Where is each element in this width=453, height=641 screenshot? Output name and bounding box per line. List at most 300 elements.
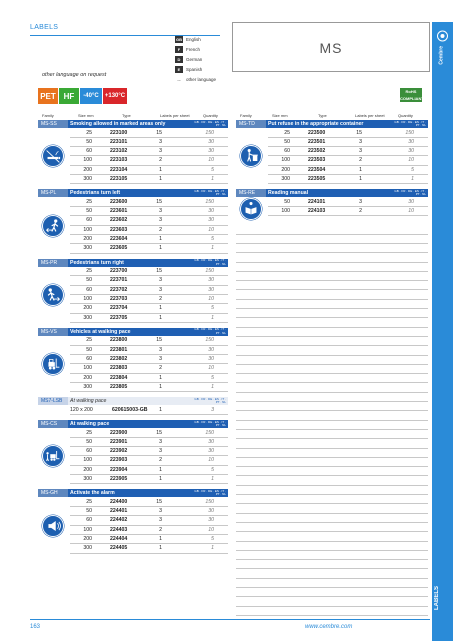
empty-row [236, 570, 428, 579]
table-row [70, 235, 228, 244]
empty-row [236, 300, 428, 309]
labels-cell: 1 [159, 305, 162, 312]
size-cell: 60 [86, 217, 92, 224]
size-cell: 60 [86, 148, 92, 155]
table-row [70, 129, 228, 138]
section-title: Activate the alarm [70, 490, 115, 497]
language-name: Spanish [186, 66, 203, 72]
pedestrian-turn-right-icon [42, 284, 64, 306]
quantity-cell: 5 [211, 536, 214, 542]
size-cell: 60 [86, 448, 92, 455]
quantity-cell: 1 [211, 245, 214, 252]
type-cell: 223500 [308, 129, 326, 136]
empty-row [236, 486, 428, 495]
type-cell: 223100 [110, 129, 128, 136]
empty-row [236, 542, 428, 551]
table-row [70, 156, 228, 165]
labels-cell: 2 [359, 208, 362, 215]
material-badges [38, 88, 127, 104]
quantity-cell: 30 [208, 346, 214, 353]
language-row [175, 64, 216, 74]
type-cell: 224405 [110, 545, 128, 552]
quantity-cell: 30 [208, 148, 214, 155]
language-name: French [186, 46, 201, 52]
table-row [70, 147, 228, 156]
empty-row [236, 263, 428, 272]
type-cell: 620615003-GB [112, 406, 148, 413]
type-cell: 223502 [308, 148, 326, 155]
language-code-note: GB · FR · DE · ES · IT · PT · NL [194, 327, 226, 335]
empty-row [236, 532, 428, 541]
language-code: D [175, 56, 183, 63]
language-code-note: GB · FR · DE · ES · IT · PT · NL [194, 488, 226, 497]
website-link[interactable]: www.cembre.com [305, 624, 353, 630]
language-code: GB [176, 36, 182, 42]
quantity-cell: 30 [208, 356, 214, 362]
type-cell: 223600 [110, 198, 128, 205]
size-cell: 50 [86, 438, 92, 445]
size-cell: 60 [86, 356, 92, 362]
table-row [70, 447, 228, 456]
empty-row [236, 467, 428, 476]
type-cell: 223901 [110, 438, 128, 445]
quantity-cell: 10 [408, 208, 414, 215]
labels-cell: 1 [159, 536, 162, 542]
type-cell: 224402 [110, 517, 128, 524]
labels-cell: 1 [159, 476, 162, 482]
col-size: Size mm [272, 113, 288, 118]
type-cell: 223703 [110, 296, 128, 302]
quantity-cell: 150 [205, 198, 214, 205]
table-row [268, 156, 428, 165]
quantity-cell: 30 [208, 508, 214, 515]
size-cell: 200 [83, 536, 92, 542]
size-cell: 25 [86, 498, 92, 505]
type-cell: 223605 [110, 245, 128, 252]
quantity-cell: 1 [211, 545, 214, 552]
table-row [70, 544, 228, 553]
labels-cell: 3 [159, 448, 162, 455]
table-row [70, 475, 228, 484]
quantity-cell: 10 [408, 157, 414, 164]
size-cell: 200 [281, 166, 290, 173]
size-cell: 300 [83, 476, 92, 482]
forklift-person-icon [42, 445, 64, 467]
empty-row [236, 607, 428, 616]
empty-row [236, 411, 428, 420]
quantity-cell: 30 [208, 286, 214, 293]
quantity-cell: 1 [211, 176, 214, 182]
size-cell: 300 [83, 545, 92, 552]
table-row [268, 198, 428, 207]
empty-row [236, 281, 428, 290]
labels-cell: 3 [159, 438, 162, 445]
size-cell: 300 [83, 383, 92, 390]
empty-row [236, 523, 428, 532]
size-cell: 200 [83, 236, 92, 242]
table-row [70, 304, 228, 313]
forklift-icon [42, 353, 64, 375]
quantity-cell: 30 [208, 448, 214, 455]
type-cell: 224101 [308, 198, 326, 205]
empty-row [236, 328, 428, 337]
empty-row [236, 514, 428, 523]
empty-row [236, 235, 428, 244]
empty-row [236, 597, 428, 606]
empty-row [236, 346, 428, 355]
type-cell: 223900 [110, 429, 128, 436]
type-cell: 223101 [110, 138, 128, 145]
table-row [70, 286, 228, 295]
col-quantity: Quantity [398, 113, 413, 118]
table-row [268, 147, 428, 156]
table-row [70, 295, 228, 304]
size-cell: 50 [86, 208, 92, 215]
empty-row [236, 439, 428, 448]
empty-row [236, 477, 428, 486]
quantity-cell: 30 [408, 198, 414, 205]
type-cell: 223602 [110, 217, 128, 224]
labels-cell: 3 [359, 148, 362, 155]
table-row [268, 175, 428, 184]
empty-row [236, 272, 428, 281]
empty-row [236, 393, 428, 402]
quantity-cell: 1 [211, 476, 214, 482]
language-code-note: GB · FR · DE · ES · IT · PT · NL [194, 188, 226, 197]
empty-row [236, 356, 428, 365]
type-cell: 223905 [110, 476, 128, 482]
labels-cell: 15 [156, 337, 162, 344]
table-row [70, 526, 228, 535]
col-type: Type [318, 113, 327, 118]
labels-cell: 15 [156, 498, 162, 505]
side-label: LABELS [434, 586, 440, 610]
type-cell: 223702 [110, 286, 128, 293]
size-cell: 300 [281, 176, 290, 182]
empty-row [236, 579, 428, 588]
type-cell: 223105 [110, 176, 128, 182]
size-cell: 50 [86, 277, 92, 284]
table-row [70, 336, 228, 345]
type-cell: 223103 [110, 157, 128, 164]
section-family: MS7-LSB [38, 397, 68, 405]
size-cell: 25 [86, 129, 92, 136]
side-strip [432, 22, 453, 641]
brand-logo-text: Cembre [438, 46, 445, 65]
labels-cell: 2 [159, 526, 162, 533]
labels-cell: 1 [159, 166, 162, 173]
size-cell: 300 [83, 314, 92, 321]
labels-cell: 2 [159, 157, 162, 164]
quantity-cell: 30 [408, 148, 414, 155]
quantity-cell: 30 [208, 517, 214, 524]
labels-cell: 2 [159, 457, 162, 464]
type-cell: 223803 [110, 365, 128, 372]
section-title: Smoking allowed in marked areas only [70, 121, 166, 127]
empty-row [236, 244, 428, 253]
section-title: Pedestrians turn left [70, 190, 121, 197]
language-code: E [175, 66, 183, 73]
col-labels: Labels per sheet [355, 113, 385, 118]
table-row [70, 355, 228, 364]
col-type: Type [122, 113, 131, 118]
size-cell: 200 [83, 466, 92, 473]
quantity-cell: 10 [208, 226, 214, 233]
empty-row [236, 384, 428, 393]
labels-cell: 1 [159, 236, 162, 242]
table-row [268, 166, 428, 175]
language-code-note: GB · FR · DE · ES · IT · PT · NL [194, 119, 226, 127]
labels-cell: 15 [356, 129, 362, 136]
type-cell: 223804 [110, 374, 128, 381]
table-row [268, 129, 428, 138]
table-row [70, 535, 228, 544]
table-row [70, 516, 228, 525]
table-row [70, 438, 228, 447]
type-cell: 223603 [110, 226, 128, 233]
quantity-cell: 5 [211, 236, 214, 242]
type-cell: 223501 [308, 138, 326, 145]
language-code: F [175, 46, 183, 53]
size-cell: 120 x 200 [70, 406, 93, 413]
labels-cell: 2 [159, 365, 162, 372]
smoking-area-icon [42, 145, 64, 167]
hf-badge: HF [59, 88, 79, 104]
labels-cell: 1 [159, 176, 162, 182]
labels-cell: 1 [159, 383, 162, 390]
table-row [70, 138, 228, 147]
size-cell: 50 [86, 346, 92, 353]
quantity-cell: 150 [205, 268, 214, 275]
min-temp-badge: -40°C [80, 88, 102, 104]
type-cell: 223700 [110, 268, 128, 275]
language-name: English [186, 36, 201, 42]
labels-cell: 15 [156, 268, 162, 275]
alarm-horn-icon [42, 515, 64, 537]
size-cell: 100 [83, 457, 92, 464]
section-title: Reading manual [268, 190, 309, 197]
table-row [70, 498, 228, 507]
footer-divider [30, 619, 430, 620]
type-cell: 223601 [110, 208, 128, 215]
empty-row [236, 551, 428, 560]
empty-row [236, 365, 428, 374]
section-family: MS-PL [38, 189, 68, 197]
type-cell: 223904 [110, 466, 128, 473]
table-row [268, 138, 428, 147]
section-family: MS-RE [236, 189, 266, 197]
table-row [70, 383, 228, 392]
language-row [175, 74, 216, 84]
table-row [70, 346, 228, 355]
labels-cell: 1 [159, 374, 162, 381]
table-row [70, 429, 228, 438]
labels-cell: 1 [159, 466, 162, 473]
table-row [70, 166, 228, 175]
empty-row [236, 253, 428, 262]
section-family: MS-PR [38, 259, 68, 267]
quantity-cell: 30 [208, 438, 214, 445]
quantity-cell: 5 [411, 166, 414, 173]
language-name: other language [186, 76, 217, 82]
quantity-cell: 5 [211, 466, 214, 473]
labels-cell: 3 [159, 286, 162, 293]
quantity-cell: 150 [205, 129, 214, 136]
language-row [175, 54, 216, 64]
size-cell: 100 [281, 157, 290, 164]
labels-cell: 3 [159, 217, 162, 224]
table-row [70, 198, 228, 207]
refuse-container-icon [240, 145, 262, 167]
language-code-note: GB · FR · DE · ES · IT · PT · NL [194, 419, 226, 427]
language-row [175, 34, 216, 44]
labels-cell: 2 [359, 157, 362, 164]
table-row [70, 226, 228, 235]
type-cell: 224403 [110, 526, 128, 533]
language-code-note: GB · FR · DE · ES · IT · PT · NL [194, 258, 226, 266]
type-cell: 223800 [110, 337, 128, 344]
size-cell: 60 [284, 148, 290, 155]
language-code-note: GB · FR · DE · ES · IT · PT · NL [194, 396, 226, 405]
language-code-note: GB · FR · DE · ES · IT · PT · NL [394, 119, 426, 127]
labels-cell: 1 [159, 406, 162, 413]
table-row [70, 175, 228, 184]
max-temp-badge: +130°C [103, 88, 127, 104]
type-cell: 223902 [110, 448, 128, 455]
quantity-cell: 30 [408, 138, 414, 145]
table-row [70, 364, 228, 373]
type-cell: 223604 [110, 236, 128, 242]
table-row [268, 207, 428, 216]
size-cell: 50 [86, 508, 92, 515]
quantity-cell: 30 [208, 208, 214, 215]
type-cell: 223802 [110, 356, 128, 362]
col-quantity: Quantity [203, 113, 218, 118]
table-row [70, 207, 228, 216]
table-row [70, 374, 228, 383]
quantity-cell: 30 [208, 138, 214, 145]
type-cell: 223903 [110, 457, 128, 464]
labels-cell: 1 [159, 314, 162, 321]
type-cell: 223705 [110, 314, 128, 321]
size-cell: 25 [86, 429, 92, 436]
size-cell: 25 [86, 337, 92, 344]
language-list [175, 34, 216, 84]
size-cell: 25 [86, 268, 92, 275]
rohs-badge [400, 88, 422, 102]
empty-row [236, 318, 428, 327]
type-cell: 224400 [110, 498, 128, 505]
size-cell: 200 [83, 374, 92, 381]
labels-cell: 2 [159, 226, 162, 233]
quantity-cell: 5 [211, 166, 214, 173]
size-cell: 60 [86, 286, 92, 293]
size-cell: 100 [83, 157, 92, 164]
labels-cell: 3 [359, 198, 362, 205]
size-cell: 100 [83, 526, 92, 533]
labels-cell: 1 [359, 176, 362, 182]
language-code-note: GB · FR · DE · ES · IT · PT · NL [394, 188, 426, 197]
size-cell: 100 [281, 208, 290, 215]
empty-row [236, 588, 428, 597]
type-cell: 223704 [110, 305, 128, 312]
quantity-cell: 1 [411, 176, 414, 182]
table-row [70, 466, 228, 475]
table-row [70, 507, 228, 516]
product-code: MS [319, 40, 343, 56]
empty-row [236, 449, 428, 458]
quantity-cell: 150 [405, 129, 414, 136]
language-row [175, 44, 216, 54]
table-row [70, 276, 228, 285]
section-title: Pedestrians turn right [70, 259, 124, 266]
labels-cell: 3 [159, 508, 162, 515]
section-title: At walking pace [70, 398, 107, 405]
size-cell: 300 [83, 245, 92, 252]
type-cell: 223504 [308, 166, 326, 173]
type-cell: 224404 [110, 536, 128, 542]
type-cell: 223505 [308, 176, 326, 182]
table-row [70, 244, 228, 253]
quantity-cell: 150 [205, 429, 214, 436]
labels-cell: 3 [159, 148, 162, 155]
empty-row [236, 504, 428, 513]
section-family: MS-SS [38, 120, 68, 128]
section-family: MS-VS [38, 328, 68, 336]
labels-cell: 2 [159, 296, 162, 302]
size-cell: 50 [284, 138, 290, 145]
section-family: MS-CS [38, 420, 68, 428]
labels-cell: 3 [159, 138, 162, 145]
cembre-logo [434, 28, 451, 78]
language-name: German [186, 56, 203, 62]
type-cell: 223503 [308, 157, 326, 164]
table-row [70, 267, 228, 276]
labels-cell: 15 [156, 198, 162, 205]
empty-row [236, 225, 428, 234]
rohs-line1: RoHS [405, 89, 417, 94]
quantity-cell: 150 [205, 498, 214, 505]
quantity-cell: 10 [208, 457, 214, 464]
type-cell: 223805 [110, 383, 128, 390]
size-cell: 100 [83, 226, 92, 233]
size-cell: 200 [83, 305, 92, 312]
empty-row [236, 402, 428, 411]
section-family: MS-TD [236, 120, 266, 128]
empty-row [236, 421, 428, 430]
size-cell: 50 [284, 198, 290, 205]
section-title: Vehicles at walking pace [70, 328, 131, 335]
quantity-cell: 10 [208, 157, 214, 164]
type-cell: 223102 [110, 148, 128, 155]
labels-cell: 3 [159, 208, 162, 215]
size-cell: 25 [284, 129, 290, 136]
language-code: ... [175, 76, 183, 83]
labels-cell: 3 [159, 277, 162, 284]
labels-cell: 3 [159, 346, 162, 353]
col-size: Size mm [78, 113, 94, 118]
labels-cell: 1 [359, 166, 362, 173]
page-number: 163 [30, 624, 41, 630]
labels-cell: 3 [359, 138, 362, 145]
empty-row [236, 560, 428, 569]
size-cell: 50 [86, 138, 92, 145]
empty-row [236, 458, 428, 467]
table-row [70, 314, 228, 323]
quantity-cell: 10 [208, 526, 214, 533]
size-cell: 200 [83, 166, 92, 173]
labels-cell: 1 [159, 245, 162, 252]
